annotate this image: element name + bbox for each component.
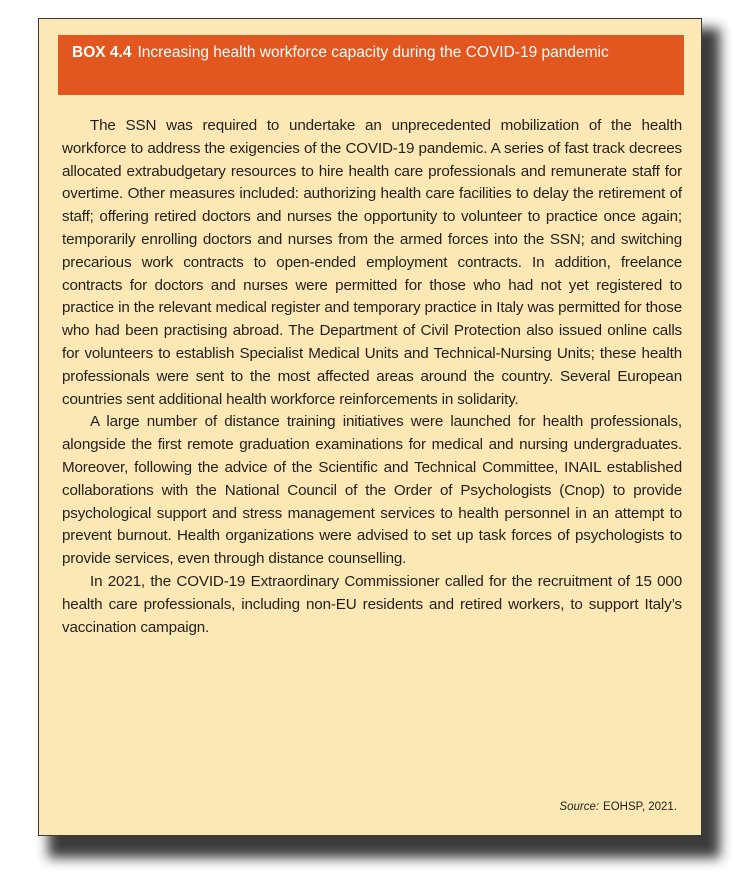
paragraph-2: A large number of distance training initiatives were launched for health professionals, alongside the first remote graduation examinations for medical and nursing undergraduates. Moreover, following the advice of the Scientific and Technical Committee, INAIL established collaborations with the National Council of the Order of Psychologists (Cnop) to provide psychological support and stress management services to health personnel in an attempt to prevent burnout. Health organizations were advised to set up task forces of psychologists to provide services, even through distance counselling. [62, 413, 682, 568]
box-label: BOX 4.4 [72, 44, 132, 61]
source-note [559, 801, 677, 813]
paragraph-3: In 2021, the COVID-19 Extraordinary Commissioner called for the recruitment of 15 000 health care professionals, including non-EU residents and retired workers, to support Italy’s vaccination campaign. [62, 572, 682, 636]
paragraph-1: The SSN was required to undertake an unprecedented mobilization of the health workforce to address the exigencies of the COVID-19 pandemic. A series of fast track decrees allocated extrabudgetary resources to hire health care professionals and remunerate staff for overtime. Other measures included: authorizing health care facilities to delay the retirement of staff; offering retired doctors and nurses the opportunity to volunteer to practice once again; temporarily enrolling doctors and nurses from the armed forces into the SSN; and switching precarious work contracts to open-ended employment contracts. In addition, freelance contracts for doctors and nurses were permitted for those who had not yet registered to practice in the relevant medical register and temporary practice in Italy was permitted for those who had been practising abroad. The Department of Civil Protection also issued online calls for volunteers to establish Specialist Medical Units and Technical-Nursing Units; these health professionals were sent to the most affected areas around the country. Several European countries sent additional health workforce reinforcements in solidarity. [62, 117, 682, 408]
box-body [62, 115, 682, 639]
box-title: Increasing health workforce capacity during the COVID-19 pandemic [137, 44, 609, 61]
text-box [38, 18, 702, 836]
box-header [58, 35, 684, 95]
source-label: Source: [559, 801, 600, 813]
source-text: EOHSP, 2021. [603, 801, 677, 813]
